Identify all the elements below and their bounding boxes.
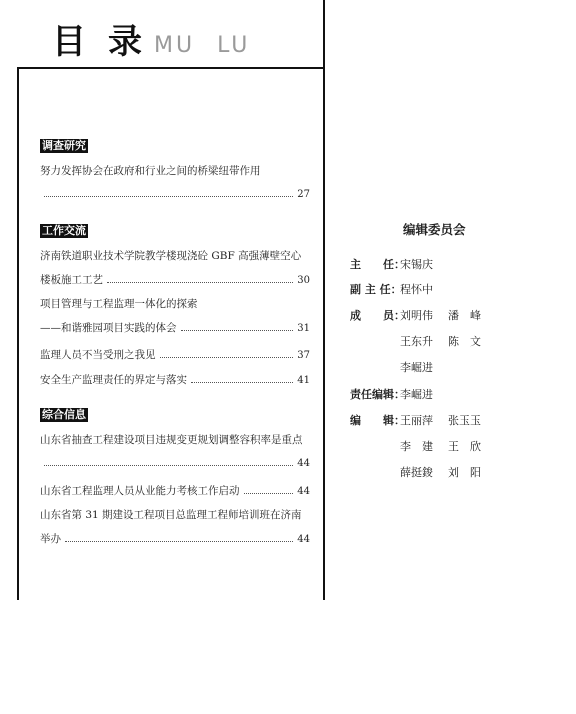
toc-entry[interactable] <box>40 433 310 471</box>
committee-member: 程怀中 <box>400 283 433 296</box>
committee-row <box>350 335 496 349</box>
leader-dots <box>107 282 293 283</box>
page-title <box>52 20 250 60</box>
committee-member: 李 建 <box>400 440 433 453</box>
toc-entry-page-row <box>40 348 310 363</box>
section-header <box>40 403 88 422</box>
committee-role: 编 辑： <box>350 414 405 427</box>
committee-row <box>350 414 496 428</box>
committee-member: 陈 文 <box>448 335 481 348</box>
toc-entry-page-row <box>40 321 310 336</box>
toc-entry-title: 努力发挥协会在政府和行业之间的桥梁纽带作用 <box>40 165 261 177</box>
toc-entry-title-cont: 楼板施工工艺 <box>40 274 103 286</box>
toc-entry[interactable] <box>40 508 310 547</box>
title-pinyin-2: LU <box>217 33 251 58</box>
committee-row <box>350 309 496 323</box>
leader-dots <box>244 493 294 494</box>
committee-member: 王东升 <box>400 335 433 348</box>
leader-dots <box>65 541 293 542</box>
committee-member: 李崛进 <box>400 361 433 374</box>
committee-row <box>350 388 448 402</box>
toc-entry[interactable] <box>40 164 310 202</box>
committee-role: 主 任： <box>350 258 405 271</box>
committee-member: 王 欣 <box>448 440 481 453</box>
toc-entry-title: 项目管理与工程监理一体化的探索 <box>40 298 198 310</box>
committee-row <box>350 361 448 375</box>
title-chinese-2: 录 <box>108 22 164 62</box>
leader-dots <box>44 196 293 197</box>
section-badge: 工作交流 <box>42 224 86 237</box>
page-number: 27 <box>297 189 310 200</box>
title-chinese-1: 目 <box>52 22 108 62</box>
toc-entry-title: 济南铁道职业技术学院教学楼现浇砼 GBF 高强薄壁空心 <box>40 250 302 262</box>
committee-row <box>350 440 496 454</box>
committee-member: 王丽萍 <box>400 414 433 427</box>
toc-entry-page-row <box>40 457 310 471</box>
leader-dots <box>181 330 294 331</box>
section-badge: 调查研究 <box>42 139 86 152</box>
page-number: 37 <box>297 350 310 361</box>
committee-role: 责任编辑： <box>350 388 405 401</box>
toc-entry[interactable] <box>40 297 310 336</box>
committee-member: 宋锡庆 <box>400 258 433 271</box>
committee-title: 编辑委员会 <box>403 222 466 237</box>
committee-role: 成 员： <box>350 309 405 322</box>
committee-member: 刘 阳 <box>448 466 481 479</box>
page-number: 44 <box>297 486 310 497</box>
toc-entry-title-cont: 举办 <box>40 533 61 545</box>
title-pinyin-1: MU <box>154 33 196 58</box>
right-frame-line <box>323 0 325 600</box>
committee-row <box>350 258 448 272</box>
committee-role: 副 主 任： <box>350 283 402 296</box>
leader-dots <box>191 382 293 383</box>
toc-entry[interactable] <box>40 373 310 388</box>
leader-dots <box>44 465 293 466</box>
toc-entry-subtitle: ——和谐雅园项目实践的体会 <box>40 322 177 334</box>
toc-entry-page-row <box>40 484 310 499</box>
page-number: 41 <box>297 375 310 386</box>
toc-entry-page-row <box>40 532 310 547</box>
committee-member: 张玉玉 <box>448 414 481 427</box>
page-number: 30 <box>297 275 310 286</box>
title-pinyin <box>154 32 250 60</box>
toc-entry-page-row <box>40 188 310 202</box>
toc-entry-page-row <box>40 373 310 388</box>
toc-entry-title: 山东省抽查工程建设项目违规变更规划调整容积率是重点 <box>40 434 303 446</box>
page-number: 44 <box>297 458 310 469</box>
toc-entry-title: 监理人员不当受刑之我见 <box>40 349 156 361</box>
toc-entry-page-row <box>40 273 310 288</box>
toc-entry-title: 山东省第 31 期建设工程项目总监理工程师培训班在济南 <box>40 509 302 521</box>
committee-row <box>350 283 448 297</box>
toc-entry[interactable] <box>40 484 310 499</box>
committee-member: 薛挺鋑 <box>400 466 433 479</box>
top-frame-line <box>17 67 325 69</box>
section-header <box>40 219 88 238</box>
section-badge: 综合信息 <box>42 408 86 421</box>
page-number: 44 <box>297 534 310 545</box>
toc-entry[interactable] <box>40 249 310 288</box>
section-header <box>40 134 88 153</box>
leader-dots <box>160 357 294 358</box>
toc-entry-title: 安全生产监理责任的界定与落实 <box>40 374 187 386</box>
toc-entry[interactable] <box>40 348 310 363</box>
committee-member: 李崛进 <box>400 388 433 401</box>
committee-member: 刘明伟 <box>400 309 433 322</box>
committee-member: 潘 峰 <box>448 309 481 322</box>
toc-entry-title: 山东省工程监理人员从业能力考核工作启动 <box>40 485 240 497</box>
left-frame-line <box>17 68 19 600</box>
page-number: 31 <box>297 323 310 334</box>
committee-row <box>350 466 496 480</box>
